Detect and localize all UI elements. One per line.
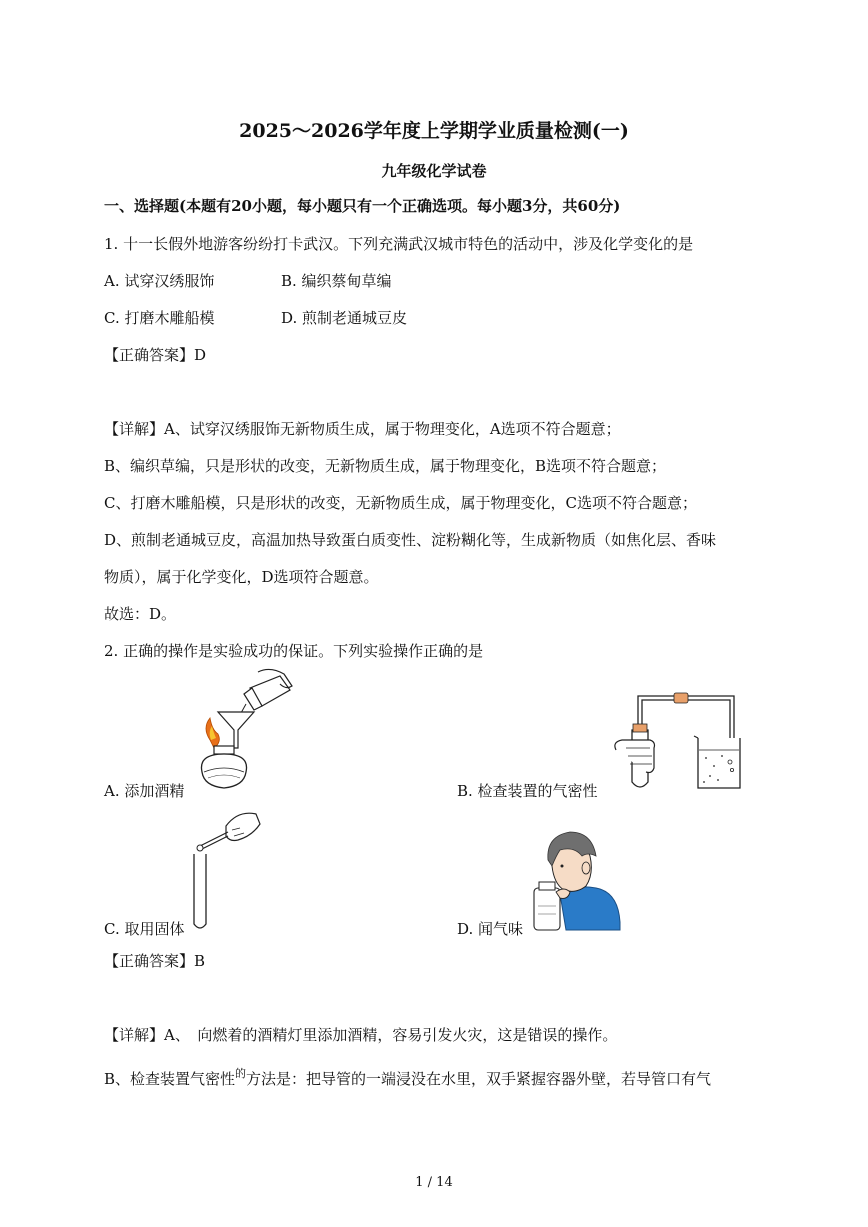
figure-a-alcohol-lamp [188,668,298,798]
q1-explain-1: 【详解】A、试穿汉绣服饰无新物质生成，属于物理变化，A选项不符合题意； [104,420,621,438]
q1-explain-5: 物质），属于化学变化，D选项符合题意。 [104,568,379,586]
q2-explain-1: 【详解】A、 向燃着的酒精灯里添加酒精，容易引发火灾，这是错误的操作。 [104,1026,618,1044]
q2-option-c: C. 取用固体 [104,920,185,938]
q1-explain-2: B、编织草编，只是形状的改变，无新物质生成，属于物理变化，B选项不符合题意； [104,457,667,475]
q1-explain-4: D、煎制老通城豆皮，高温加热导致蛋白质变性、淀粉糊化等，生成新物质（如焦化层、香味 [104,531,717,549]
q2-stem: 2. 正确的操作是实验成功的保证。下列实验操作正确的是 [104,642,484,660]
q1-option-d: D. 煎制老通城豆皮 [281,309,408,327]
q1-stem: 1. 十一长假外地游客纷纷打卡武汉。下列充满武汉城市特色的活动中，涉及化学变化的是 [104,235,694,253]
q2-answer: 【正确答案】B [104,952,206,970]
q2-option-b: B. 检查装置的气密性 [457,782,598,800]
q1-explain-3: C、打磨木雕船模，只是形状的改变，无新物质生成，属于物理变化，C选项不符合题意； [104,494,697,512]
q1-option-c: C. 打磨木雕船模 [104,309,215,327]
q2-explain-2-part-a: B、检查装置气密性 [104,1070,236,1088]
figure-d-smelling-gas [530,826,622,934]
q2-explain-2 [104,1068,711,1089]
section-heading: 一、选择题(本题有20小题，每小题只有一个正确选项。每小题3分，共60分) [104,197,621,215]
q1-option-b: B. 编织蔡甸草编 [281,272,392,290]
q2-option-a: A. 添加酒精 [104,782,185,800]
page-title: 2025～2026学年度上学期学业质量检测(一) [239,120,629,142]
q1-option-a: A. 试穿汉绣服饰 [104,272,215,290]
q2-option-d: D. 闻气味 [457,920,524,938]
q2-explain-2-part-b: 方法是：把导管的一端浸没在水里，双手紧握容器外壁，若导管口有气 [246,1070,712,1088]
page-number: 1 / 14 [415,1175,453,1190]
q1-conclusion: 故选：D。 [104,605,177,623]
figure-c-taking-solid [186,806,266,936]
q1-answer: 【正确答案】D [104,346,207,364]
q2-explain-2-superscript: 的 [235,1067,247,1080]
page-subtitle: 九年级化学试卷 [381,162,487,180]
figure-b-airtightness-check [606,686,746,794]
